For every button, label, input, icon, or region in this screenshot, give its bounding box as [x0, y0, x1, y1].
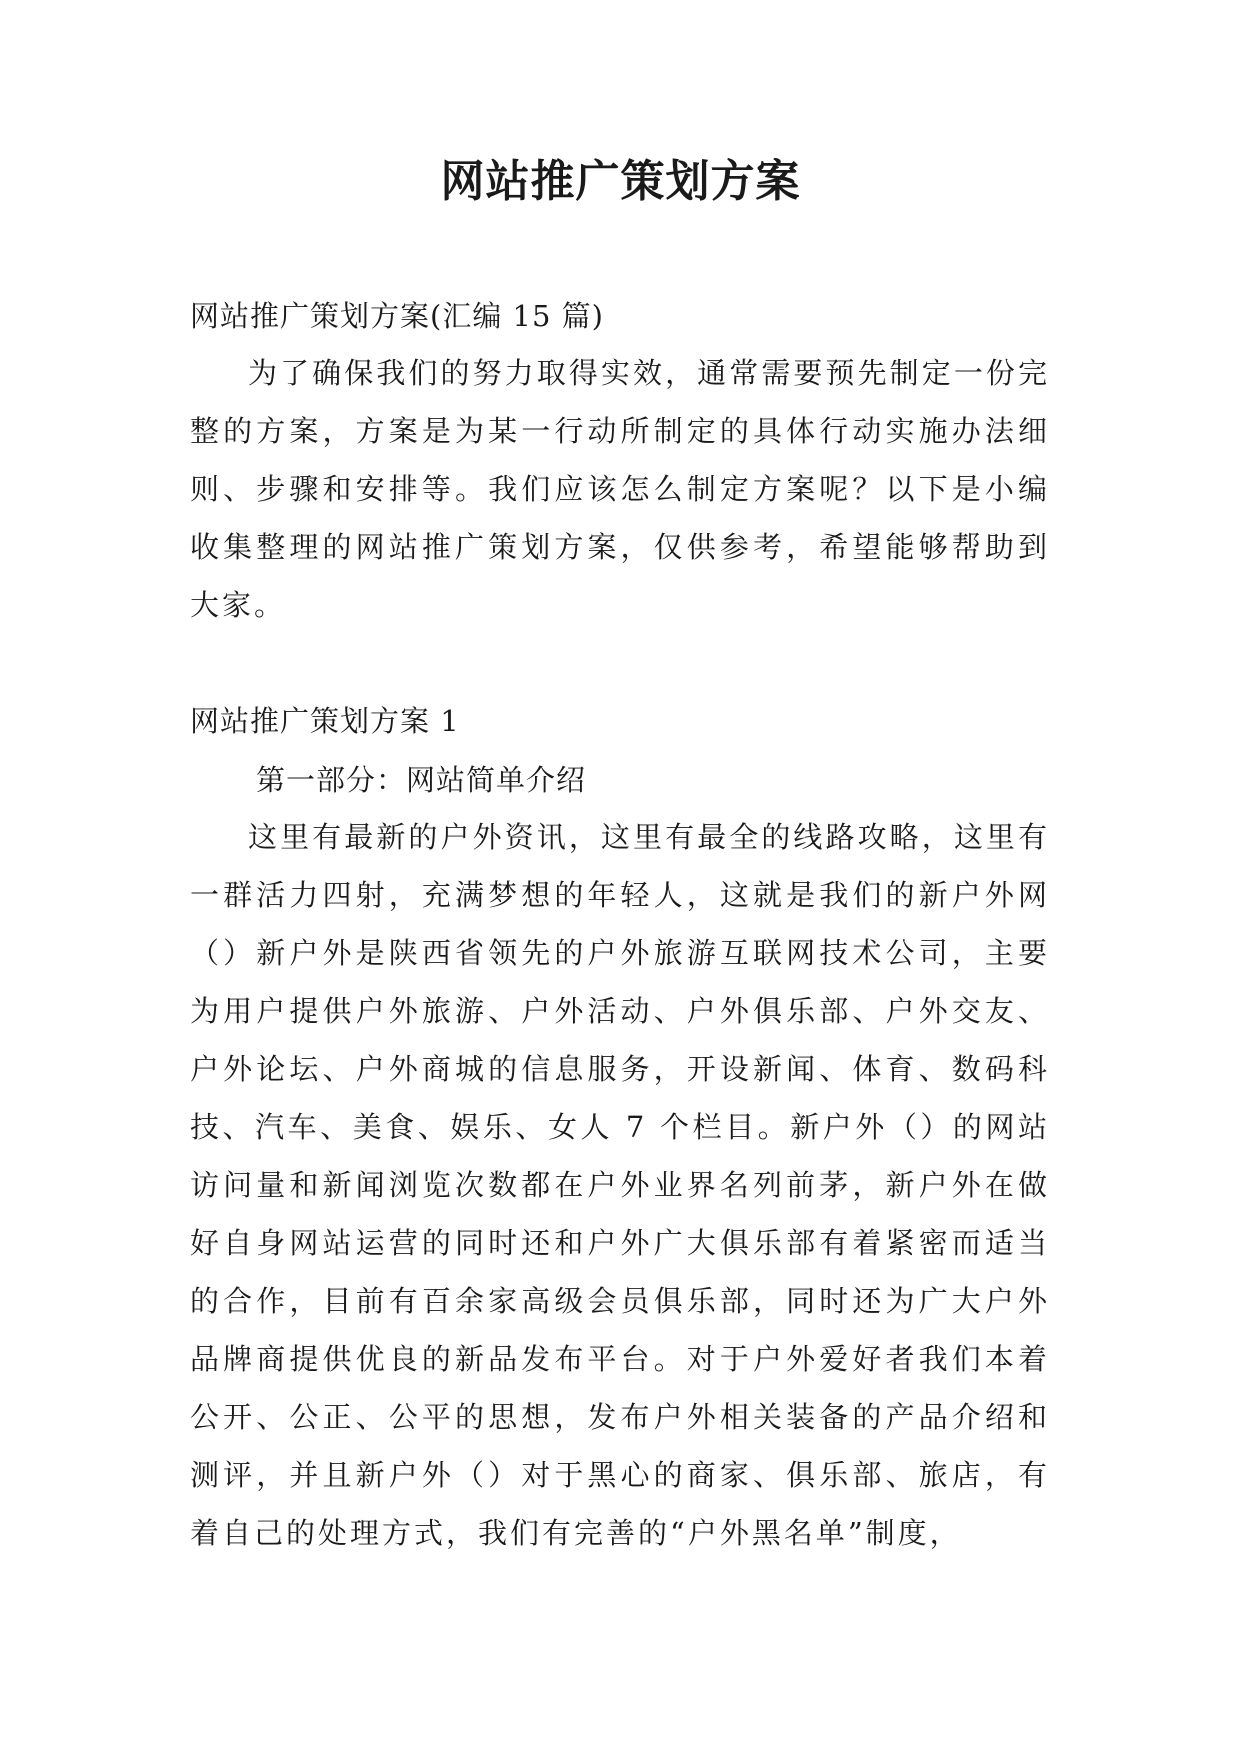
- document-title: 网站推广策划方案: [440, 156, 801, 207]
- section-paragraph: 这里有最新的户外资讯，这里有最全的线路攻略，这里有一群活力四射，充满梦想的年轻人，这就是我们的新户外网（）新户外是陕西省领先的户外旅游互联网技术公司，主要为用户提供户外旅游、户外活动、户外俱乐部、户外交友、户外论坛、户外商城的信息服务，开设新闻、体育、数码科技、汽车、美食、娱乐、女人 7 个栏目。新户外（）的网站访问量和新闻浏览次数都在户外业界名列前茅，新户外在做好自身网站运营的同时还和户外广大俱乐部有着紧密而适当的合作，目前有百余家高级会员俱乐部，同时还为广大户外品牌商提供优良的新品发布平台。对于户外爱好者我们本着公开、公正、公平的思想，发布户外相关装备的产品介绍和测评，并且新户外（）对于黑心的商家、俱乐部、旅店，有着自己的处理方式，我们有完善的“户外黑名单”制度，: [190, 820, 1050, 1550]
- document-subtitle: 网站推广策划方案(汇编 15 篇): [190, 299, 604, 333]
- intro-paragraph: 为了确保我们的努力取得实效，通常需要预先制定一份完整的方案，方案是为某一行动所制定的具体行动实施办法细则、步骤和安排等。我们应该怎么制定方案呢？以下是小编收集整理的网站推广策划方案，仅供参考，希望能够帮助到大家。: [190, 356, 1050, 622]
- section-heading: 网站推广策划方案 1: [190, 704, 460, 738]
- part-heading: 第一部分：网站简单介绍: [256, 763, 587, 797]
